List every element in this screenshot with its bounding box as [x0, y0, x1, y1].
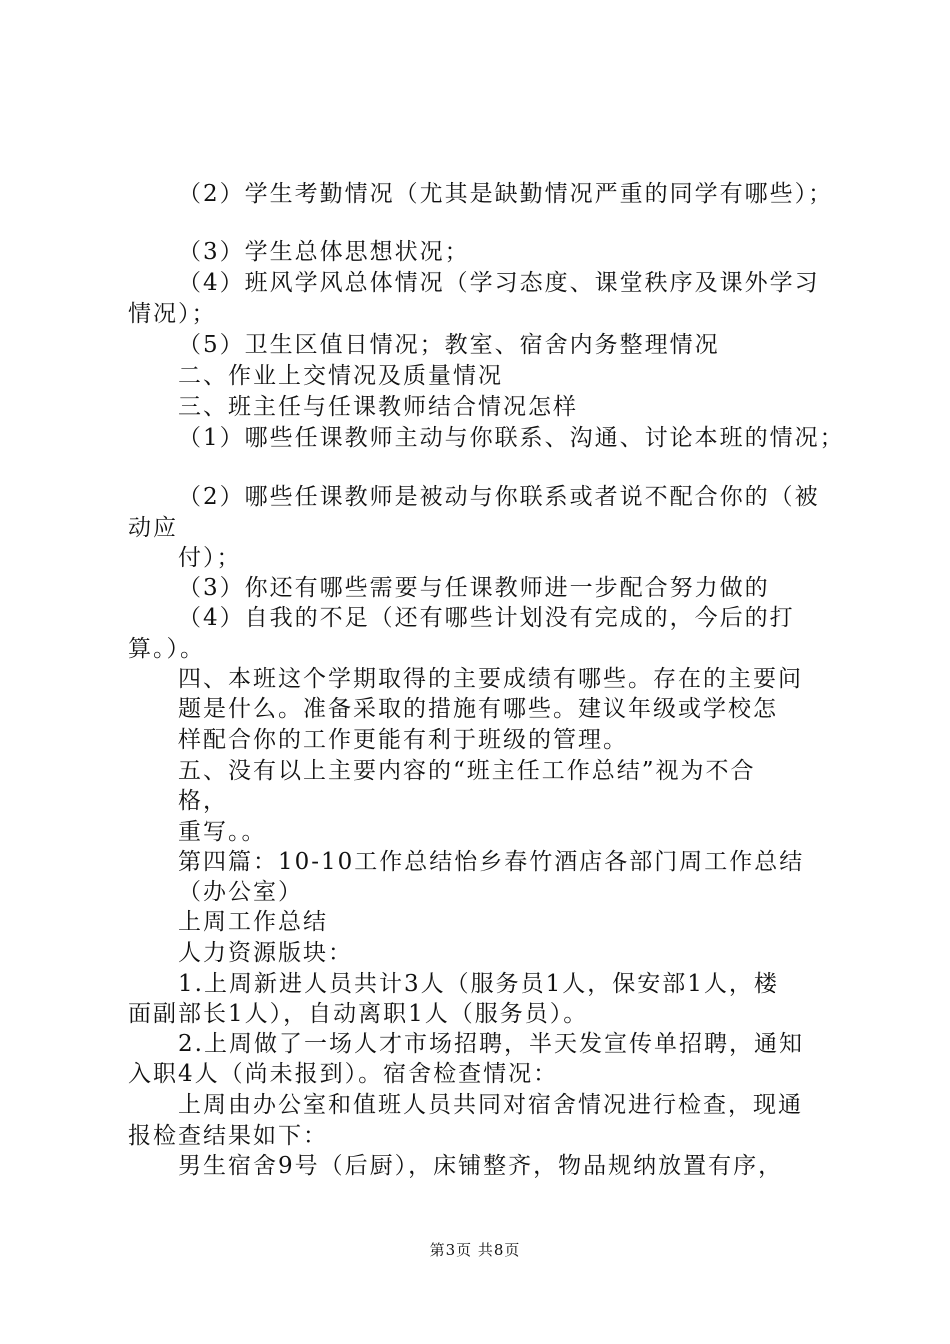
text-line: （办公室）: [178, 879, 303, 905]
text-line: 题是什么。准备采取的措施有哪些。建议年级或学校怎: [178, 696, 778, 722]
text-line: （5）卫生区值日情况；教室、宿舍内务整理情况: [178, 332, 720, 358]
text-line: 第四篇：10-10工作总结怡乡春竹酒店各部门周工作总结: [178, 849, 805, 875]
text-line: （1）哪些任课教师主动与你联系、沟通、讨论本班的情况；: [178, 425, 845, 451]
text-line: 重写。。: [178, 819, 267, 845]
text-line: 男生宿舍9号（后厨），床铺整齐，物品规纳放置有序，: [178, 1153, 784, 1179]
text-line: 格，: [178, 788, 228, 814]
text-line: 入职4人（尚未报到）。宿舍检查情况：: [128, 1061, 559, 1087]
text-line: 付）；: [178, 545, 242, 571]
text-line: 二、作业上交情况及质量情况: [178, 363, 503, 389]
text-line: （2）哪些任课教师是被动与你联系或者说不配合你的（被: [178, 484, 820, 510]
text-line: （2）学生考勤情况（尤其是缺勤情况严重的同学有哪些）；: [178, 181, 834, 207]
text-line: （4）自我的不足（还有哪些计划没有完成的，今后的打: [178, 605, 795, 631]
text-line: 三、班主任与任课教师结合情况怎样: [178, 394, 578, 420]
page-number-footer: 第3页 共8页: [429, 1241, 521, 1259]
text-line: 四、本班这个学期取得的主要成绩有哪些。存在的主要问: [178, 666, 803, 692]
text-line: 动应: [128, 515, 178, 541]
text-line: （3）学生总体思想状况；: [178, 239, 470, 265]
text-line: （4）班风学风总体情况（学习态度、课堂秩序及课外学习: [178, 270, 820, 296]
text-line: 报检查结果如下：: [128, 1123, 328, 1149]
text-line: 1.上周新进人员共计3人（服务员1人，保安部1人，楼: [178, 971, 779, 997]
text-line: 样配合你的工作更能有利于班级的管理。: [178, 727, 628, 753]
text-line: 情况）；: [128, 301, 217, 327]
text-line: 算。）。: [128, 636, 205, 662]
text-line: 人力资源版块：: [178, 940, 353, 966]
text-line: 2.上周做了一场人才市场招聘，半天发宣传单招聘，通知: [178, 1031, 804, 1057]
text-line: （3）你还有哪些需要与任课教师进一步配合努力做的: [178, 575, 770, 601]
text-line: 上周工作总结: [178, 909, 328, 935]
text-line: 上周由办公室和值班人员共同对宿舍情况进行检查，现通: [178, 1092, 803, 1118]
text-line: 面副部长1人），自动离职1人（服务员）。: [128, 1001, 589, 1027]
text-line: 五、没有以上主要内容的“班主任工作总结”视为不合: [178, 758, 756, 784]
